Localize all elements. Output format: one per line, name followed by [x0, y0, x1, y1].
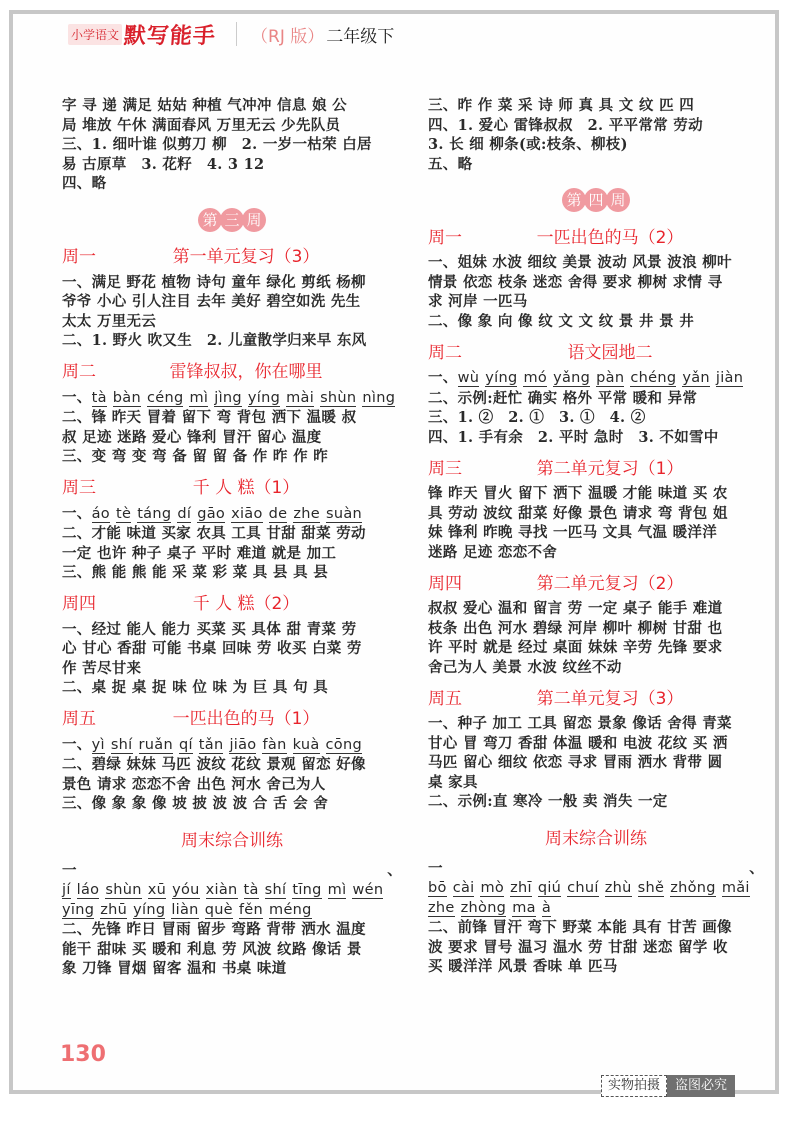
answer-line: 马匹 留心 细纹 依恋 寻求 冒雨 洒水 背带 圆: [428, 754, 723, 771]
pinyin-answer: jìng: [214, 389, 242, 406]
answer-line: 二、示例:直 寒冷 一般 卖 消失 一定: [428, 793, 668, 810]
pinyin-answer: áo: [91, 505, 110, 522]
pinyin-answer: yíng: [485, 370, 518, 386]
day-label: 周三: [62, 478, 96, 498]
watermark-copyright: 盗图必究: [667, 1075, 735, 1097]
answer-line: 二、示例:赶忙 确实 格外 平常 暖和 异常: [428, 389, 698, 407]
answer-line: 二、像 象 向 像 纹 文 文 纹 景 井 景 井: [428, 312, 695, 330]
pinyin-answer: mò: [480, 880, 505, 896]
pinyin-answer: shě: [637, 880, 665, 896]
answer-line: 太太 万里无云: [62, 312, 157, 330]
answer-line: 许 平时 就是 经过 桌面 妹妹 辛劳 先锋 要求: [428, 639, 723, 656]
weekend-heading: 周末综合训练: [545, 828, 647, 849]
week-3-badge: [62, 208, 402, 232]
lesson-title: 千 人 糕（2）: [192, 594, 300, 614]
answer-line: 枝条 出色 河水 碧绿 河岸 柳叶 柳树 甘甜 也: [428, 619, 723, 637]
answer-line: 一、满足 野花 植物 诗句 童年 绿化 剪纸 杨柳: [62, 273, 366, 291]
answer-line: 四、1. 爱心 雷锋叔叔 2. 平平常常 劳动: [428, 116, 703, 134]
pinyin-answer: què: [204, 901, 233, 918]
pinyin-answer: fěn: [238, 901, 264, 918]
pinyin-answer: fàn: [262, 736, 287, 753]
badge-char: 三: [220, 208, 244, 232]
day-label: 周一: [428, 227, 462, 248]
pinyin-line: [428, 368, 764, 389]
pinyin-answer: tà: [91, 389, 107, 406]
answer-line: 叔 足迹 迷路 爱心 锋利 冒汗 留心 温度: [62, 428, 322, 446]
answer-line: 波 要求 冒号 温习 温水 劳 甘甜 迷恋 留学 收: [428, 938, 728, 956]
answer-line: 四、1. 手有余 2. 平时 急时 3. 不如雪中: [428, 428, 719, 446]
answer-line: 作 苦尽甘来: [62, 659, 142, 677]
lesson-title: 一匹出色的马（2）: [536, 227, 684, 248]
answer-line: 二、碧绿 妹妹 马匹 波纹 花纹 景观 留恋 好像: [62, 756, 366, 773]
pinyin-answer: pàn: [596, 370, 625, 386]
item-number: 一、: [62, 735, 92, 753]
series-label: 小学语文: [68, 24, 122, 45]
week-4-badge: [428, 188, 764, 212]
answer-line: 爷爷 小心 引人注目 去年 美好 碧空如洗 先生: [62, 293, 361, 310]
header-divider: [236, 22, 237, 46]
day-label: 周二: [428, 342, 462, 363]
answer-line: 二、1. 野火 吹又生 2. 儿童散学归来早 东风: [62, 332, 367, 349]
day-label: 周一: [62, 247, 96, 267]
pinyin-answer: xiàn: [205, 882, 238, 898]
pinyin-answer: mì: [189, 389, 209, 406]
day-label: 周二: [62, 362, 96, 382]
answer-line: 一、种子 加工 工具 留恋 景象 像话 舍得 青菜: [428, 715, 732, 732]
pinyin-answer: ruǎn: [138, 736, 173, 753]
page-number: 130: [60, 1042, 106, 1067]
answer-line: 四、略: [62, 175, 107, 192]
pinyin-line: [428, 899, 764, 919]
answer-line: 求 河岸 一匹马: [428, 293, 528, 310]
pinyin-answer: wén: [352, 882, 384, 898]
pinyin-answer: tà: [243, 882, 259, 898]
pinyin-answer: yīng: [62, 901, 95, 918]
section-heading-thu: [428, 570, 764, 592]
edition-label: （RJ 版）: [251, 26, 325, 47]
right-top-answers: [428, 96, 764, 174]
pinyin-line: [428, 859, 764, 899]
pinyin-answer: qí: [178, 736, 193, 753]
lesson-title: 第二单元复习（3）: [536, 688, 684, 709]
answer-line: 三、变 弯 变 弯 备 留 留 备 作 昨 作 昨: [62, 448, 329, 465]
pinyin-answer: yì: [91, 736, 105, 753]
pinyin-answer: táng: [137, 505, 172, 522]
answer-line: 二、前锋 冒汗 弯下 野菜 本能 具有 甘苦 画像: [428, 919, 732, 936]
right-column: [428, 96, 764, 977]
pinyin-answer: shùn: [105, 882, 142, 898]
section-heading-mon: [62, 244, 402, 266]
lesson-title: 千 人 糕（1）: [192, 478, 300, 498]
pinyin-answer: bàn: [112, 389, 141, 406]
pinyin-line: [62, 388, 402, 409]
day-label: 周四: [428, 573, 462, 594]
pinyin-answer: dí: [177, 505, 192, 522]
item-number: 一、: [428, 859, 764, 877]
watermark-stamp: [601, 1075, 735, 1097]
section-heading-mon: [428, 224, 764, 246]
pinyin-line: [62, 504, 402, 525]
answer-line: 一、姐妹 水波 细纹 美景 波动 风景 波浪 柳叶: [428, 254, 732, 271]
pinyin-answer: zhǒng: [670, 880, 716, 896]
answer-line: 易 古原草 3. 花籽 4. 3 12: [62, 155, 265, 173]
section-heading-wed: [62, 475, 402, 497]
pinyin-answer: tè: [115, 505, 132, 522]
answer-line: 二、锋 昨天 冒着 留下 弯 背包 洒下 温暖 叔: [62, 409, 357, 426]
pinyin-line: [62, 861, 402, 901]
pinyin-answer: ma: [512, 899, 536, 916]
pinyin-answer: qiú: [537, 880, 562, 896]
section-heading-fri: [428, 685, 764, 707]
answer-line: 五、略: [428, 155, 473, 173]
day-label: 周五: [62, 709, 96, 729]
pinyin-answer: jí: [62, 882, 71, 898]
answer-line: 桌 家具: [428, 773, 478, 791]
answer-line: 能干 甜味 买 暖和 利息 劳 风波 纹路 像话 景: [62, 940, 362, 958]
pinyin-answer: zhòng: [460, 899, 507, 916]
pinyin-answer: bō: [428, 880, 447, 896]
section-heading-tue: [62, 359, 402, 381]
pinyin-answer: chéng: [630, 370, 677, 386]
answer-line: 三、昨 作 菜 采 诗 师 真 具 文 纹 匹 四: [428, 97, 695, 114]
section-heading-tue: [428, 339, 764, 361]
pinyin-answer: zhū: [100, 901, 128, 918]
answer-line: 一定 也许 种子 桌子 平时 难道 就是 加工: [62, 544, 337, 562]
pinyin-answer: mǎi: [721, 880, 750, 896]
answer-line: 二、桌 捉 桌 捉 味 位 味 为 巨 具 句 具: [62, 679, 329, 696]
item-number: 一、: [62, 504, 92, 522]
day-label: 周五: [428, 688, 462, 709]
day-label: 周四: [62, 594, 96, 614]
answer-line: 具 劳动 波纹 甜菜 好像 景色 请求 弯 背包 姐: [428, 504, 728, 522]
answer-line: 三、1. ② 2. ① 3. ① 4. ②: [428, 409, 646, 426]
pinyin-answer: tǎn: [198, 736, 224, 753]
pinyin-answer: jiàn: [715, 370, 744, 386]
day-label: 周三: [428, 458, 462, 479]
pinyin-answer: zhù: [604, 880, 632, 896]
pinyin-answer: zhī: [510, 880, 532, 896]
answer-line: 二、才能 味道 买家 农具 工具 甘甜 甜菜 劳动: [62, 525, 366, 542]
lesson-title: 语文园地二: [567, 342, 653, 363]
pinyin-answer: shí: [110, 736, 133, 753]
weekend-heading: 周末综合训练: [181, 830, 283, 851]
answer-line: 心 甘心 香甜 可能 书桌 回味 劳 收买 白菜 劳: [62, 640, 362, 657]
series-title: 默写能手: [123, 23, 217, 49]
pinyin-answer: nìng: [362, 389, 396, 406]
answer-line: 情景 依恋 枝条 迷恋 舍得 要求 柳树 求情 寻: [428, 273, 723, 291]
pinyin-answer: láo: [76, 882, 100, 898]
answer-line: 字 寻 递 满足 姑姑 种植 气冲冲 信息 娘 公: [62, 97, 347, 114]
pinyin-answer: jiāo: [229, 736, 257, 753]
pinyin-answer: gāo: [197, 505, 226, 522]
item-number: 一、: [428, 369, 458, 386]
badge-char: 周: [242, 208, 266, 232]
answer-line: 买 暖洋洋 风景 香味 单 匹马: [428, 958, 618, 975]
lesson-title: 雷锋叔叔，你在哪里: [169, 362, 323, 382]
section-heading-wed: [428, 455, 764, 477]
left-top-answers: [62, 96, 402, 194]
pinyin-answer: yíng: [247, 389, 281, 406]
pinyin-answer: shí: [264, 882, 287, 898]
pinyin-line: [62, 735, 402, 756]
pinyin-answer: méng: [269, 901, 312, 918]
pinyin-answer: yǎn: [682, 370, 710, 386]
book-header: [68, 18, 394, 50]
answer-line: 锋 昨天 冒火 留下 洒下 温暖 才能 味道 买 农: [428, 485, 728, 502]
answer-line: 迷路 足迹 恋恋不舍: [428, 543, 558, 561]
pinyin-answer: xū: [147, 882, 167, 898]
pinyin-answer: yóu: [172, 882, 200, 898]
pinyin-answer: de: [268, 505, 288, 522]
lesson-title: 第一单元复习（3）: [172, 247, 320, 267]
pinyin-answer: tīng: [292, 882, 322, 898]
pinyin-answer: à: [541, 899, 552, 916]
left-column: [62, 96, 402, 979]
pinyin-answer: suàn: [326, 505, 363, 522]
answer-line: 三、像 象 象 像 坡 披 波 波 合 舌 会 舍: [62, 795, 329, 812]
lesson-title: 一匹出色的马（1）: [172, 709, 320, 729]
answer-line: 象 刀锋 冒烟 留客 温和 书桌 味道: [62, 960, 287, 977]
item-number: 一、: [62, 388, 92, 406]
pinyin-answer: kuà: [292, 736, 320, 753]
pinyin-answer: wù: [457, 370, 480, 386]
answer-line: 三、熊 能 熊 能 采 菜 彩 菜 具 县 具 县: [62, 564, 329, 581]
item-number: 一、: [62, 861, 402, 879]
answer-line: 甘心 冒 弯刀 香甜 体温 暖和 电波 花纹 买 洒: [428, 734, 728, 752]
answer-line: 三、1. 细叶谁 似剪刀 柳 2. 一岁一枯荣 白居: [62, 136, 372, 153]
badge-char: 四: [584, 188, 608, 212]
pinyin-answer: cōng: [325, 736, 362, 753]
pinyin-answer: shùn: [320, 389, 357, 406]
answer-line: 舍己为人 美景 水波 纹丝不动: [428, 658, 622, 676]
answer-line: 景色 请求 恋恋不舍 出色 河水 舍己为人: [62, 775, 326, 793]
pinyin-answer: xiāo: [231, 505, 263, 522]
lesson-title: 第二单元复习（1）: [536, 458, 684, 479]
pinyin-answer: cài: [452, 880, 475, 896]
section-heading-thu: [62, 591, 402, 613]
answer-line: 叔叔 爱心 温和 留言 劳 一定 桌子 能手 难道: [428, 600, 723, 617]
answer-line: 二、先锋 昨日 冒雨 留步 弯路 背带 洒水 温度: [62, 921, 366, 938]
pinyin-answer: liàn: [171, 901, 199, 918]
pinyin-answer: zhe: [293, 505, 321, 522]
pinyin-answer: zhe: [428, 899, 455, 916]
pinyin-answer: yíng: [133, 901, 166, 918]
pinyin-answer: yǎng: [553, 370, 591, 386]
pinyin-answer: mó: [523, 370, 548, 386]
badge-char: 第: [562, 188, 586, 212]
badge-char: 周: [606, 188, 630, 212]
pinyin-answer: mì: [327, 882, 347, 898]
answer-line: 一、经过 能人 能力 买菜 买 具体 甜 青菜 劳: [62, 620, 357, 638]
lesson-title: 第二单元复习（2）: [536, 573, 684, 594]
answer-line: 局 堆放 午休 满面春风 万里无云 少先队员: [62, 116, 341, 134]
pinyin-line: [62, 901, 402, 921]
pinyin-answer: chuí: [567, 880, 599, 896]
watermark-real-photo: 实物拍摄: [601, 1075, 667, 1097]
section-heading-fri: [62, 706, 402, 728]
answer-line: 妹 锋利 昨晚 寻找 一匹马 文具 气温 暖洋洋: [428, 524, 718, 541]
grade-label: 二年级下: [326, 26, 395, 47]
badge-char: 第: [198, 208, 222, 232]
pinyin-answer: céng: [146, 389, 184, 406]
pinyin-answer: mài: [286, 389, 315, 406]
answer-line: 3. 长 细 柳条(或:枝条、柳枝): [428, 136, 628, 153]
